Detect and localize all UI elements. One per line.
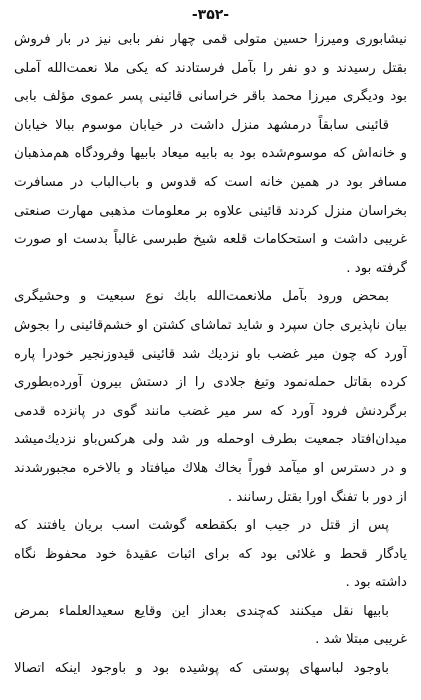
text-line: قائینی سابقاً درمشهد منزل داشت در خیابان موسوم ببالا خیابان [14, 117, 389, 133]
text-line: بود ودیگری میرزا محمد باقر خراسانی قائینی پسر عموی مؤلف بابی [14, 89, 407, 105]
text-line: بابیها نقل میکنند که‌چندی بعداز این وقایع سعیدالعلماء بمرض [14, 603, 389, 619]
text-line: آورد که چون میر غضب باو نزدیك شد قائینی قیدوزنجیر خودرا پاره [14, 346, 407, 362]
text-line: بقتل رسیدند و دو نفر را بآمل فرستادند که یکی ملا نعمت‌الله آملی [14, 60, 407, 76]
text-line: گرفته بود . [346, 260, 407, 276]
text-line: باوجود لباسهای پوستی که پوشیده بود و باوجود اینکه اتصالا [14, 661, 389, 677]
text-line: کرده بقاتل حمله‌نمود وتیغ جلادی را از دستش بیرون آورده‌بطوری [14, 375, 407, 391]
text-line: یادگار قحط و غلائی بود که برای اثبات عقیدهٔ خود محفوظ نگاه [14, 546, 407, 562]
page-number: -۳۵۲- [191, 7, 230, 23]
text-line: پس از قتل در جیب او بکقطعه گوشت اسب بریان یافتند که [14, 518, 389, 534]
text-line: بمحض ورود بآمل ملانعمت‌الله بابك نوع سبعیت و وحشیگری [14, 289, 389, 305]
text-line: و خانه‌اش که موسوم‌شده بود به بابیه میعاد بابیها وفرودگاه هم‌مذهبان [14, 146, 407, 162]
text-line: بخراسان منزل کردند قائینی علاوه بر معلومات مذهبی مهارت صنعتی [14, 203, 407, 219]
text-line: غریبی داشت و استحکامات قلعه شیخ طبرسی غالباً بدست او صورت [14, 232, 407, 248]
text-line: بیان ناپذیری جان سپرد و شاید تماشای کشتن او خشم‌قائینی را بجوش [14, 317, 407, 333]
text-line: و در دسترس او میآمد فوراً بخاك هلاك میافتاد و بالاخره مجبورشدند [14, 460, 407, 476]
text-line: مسافر بود در همین خانه است که قدوس و باب‌الباب در مسافرت [14, 174, 407, 190]
text-line: میدان‌افتاد جمعیت بطرف اوحمله ور شد ولی هرکس‌باو نزدیك‌میشد [14, 432, 407, 448]
text-line: غریبی مبتلا شد . [315, 632, 407, 648]
text-line: داشته بود . [345, 575, 407, 591]
text-line: از دور با تفنگ اورا بقتل رسانند . [227, 489, 407, 505]
text-line: برگردنش فرود آورد که سر میر غضب مانند گوی در پانزده قدمی [14, 403, 407, 419]
text-line: نیشابوری ومیرزا حسین متولی قمی چهار نفر بابی نیز در بار فروش [14, 32, 407, 47]
body-text [14, 26, 407, 684]
